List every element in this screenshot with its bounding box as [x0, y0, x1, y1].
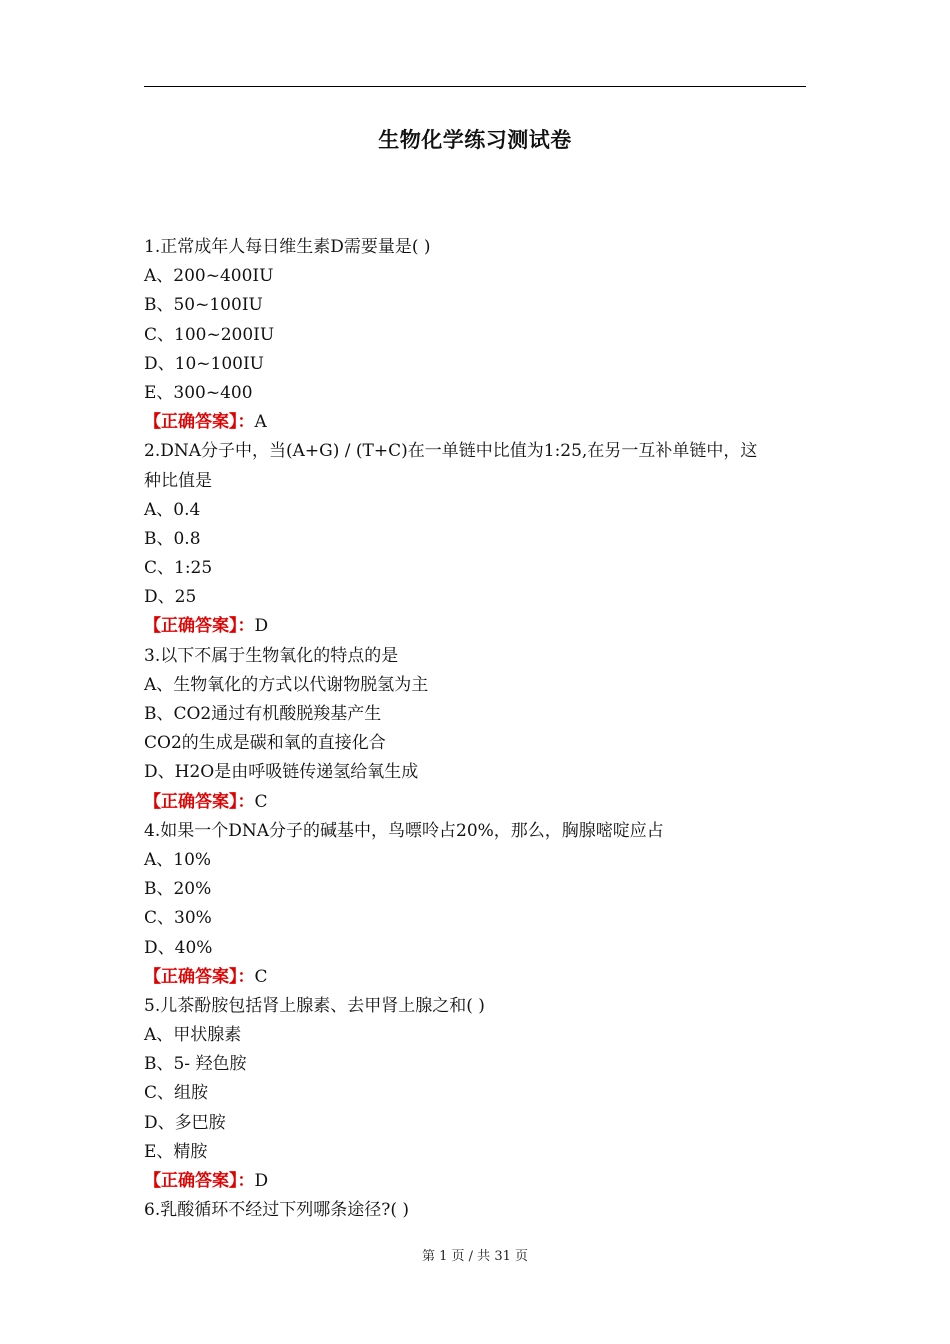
question-stem: 3.以下不属于生物氧化的特点的是 [144, 645, 399, 666]
option: C、1:25 [144, 558, 213, 579]
option: E、精胺 [144, 1141, 208, 1162]
question-stem: 1.正常成年人每日维生素D需要量是( ) [144, 237, 431, 257]
option: A、生物氧化的方式以代谢物脱氢为主 [144, 674, 429, 695]
option: E、300~400 [144, 382, 253, 403]
option: B、50~100IU [144, 295, 263, 316]
answer-value: C [254, 791, 268, 812]
question-stem-continued: 种比值是 [144, 470, 212, 491]
answer-label: 【正确答案】： [144, 966, 255, 987]
option: CO2的生成是碳和氧的直接化合 [144, 733, 386, 754]
question-stem: 4.如果一个DNA分子的碱基中，鸟嘌呤占20%，那么，胸腺嘧啶应占 [144, 820, 664, 841]
option: C、100~200IU [144, 324, 275, 345]
answer-value: C [254, 966, 268, 987]
option: A、200~400IU [144, 266, 274, 287]
answer-value: A [254, 412, 267, 433]
document-title: 生物化学练习测试卷 [378, 128, 572, 152]
answer-label: 【正确答案】： [144, 791, 255, 812]
answer-label: 【正确答案】： [144, 616, 255, 637]
question-stem: 6.乳酸循环不经过下列哪条途径?( ) [144, 1200, 410, 1221]
option: D、40% [144, 937, 213, 958]
option: C、组胺 [144, 1083, 209, 1104]
option: D、H2O是由呼吸链传递氢给氧生成 [144, 762, 419, 783]
question-stem: 2.DNA分子中，当(A+G) / (T+C)在一单链中比值为1:25,在另一互补单链中，这 [144, 441, 758, 462]
answer-line [144, 1167, 806, 1196]
option: B、20% [144, 879, 212, 900]
option: B、5- 羟色胺 [144, 1054, 247, 1075]
answer-line [144, 408, 806, 437]
answer-line [144, 788, 806, 817]
option: D、25 [144, 587, 197, 608]
question-list [144, 233, 806, 1225]
answer-value: D [254, 616, 269, 637]
answer-label: 【正确答案】： [144, 1171, 255, 1191]
answer-line [144, 612, 806, 641]
option: A、甲状腺素 [144, 1025, 242, 1046]
answer-label: 【正确答案】： [144, 412, 255, 433]
option: A、0.4 [144, 499, 201, 520]
header-rule [144, 86, 806, 87]
option: B、CO2通过有机酸脱羧基产生 [144, 704, 382, 724]
option: C、30% [144, 908, 212, 929]
option: A、10% [144, 849, 212, 870]
option: D、多巴胺 [144, 1112, 226, 1133]
option: D、10~100IU [144, 353, 264, 374]
page-footer: 第 1 页 / 共 31 页 [422, 1249, 528, 1264]
question-stem: 5.儿茶酚胺包括肾上腺素、去甲肾上腺之和( ) [144, 995, 485, 1016]
answer-value: D [254, 1171, 269, 1191]
answer-line [144, 963, 806, 992]
option: B、0.8 [144, 528, 201, 549]
